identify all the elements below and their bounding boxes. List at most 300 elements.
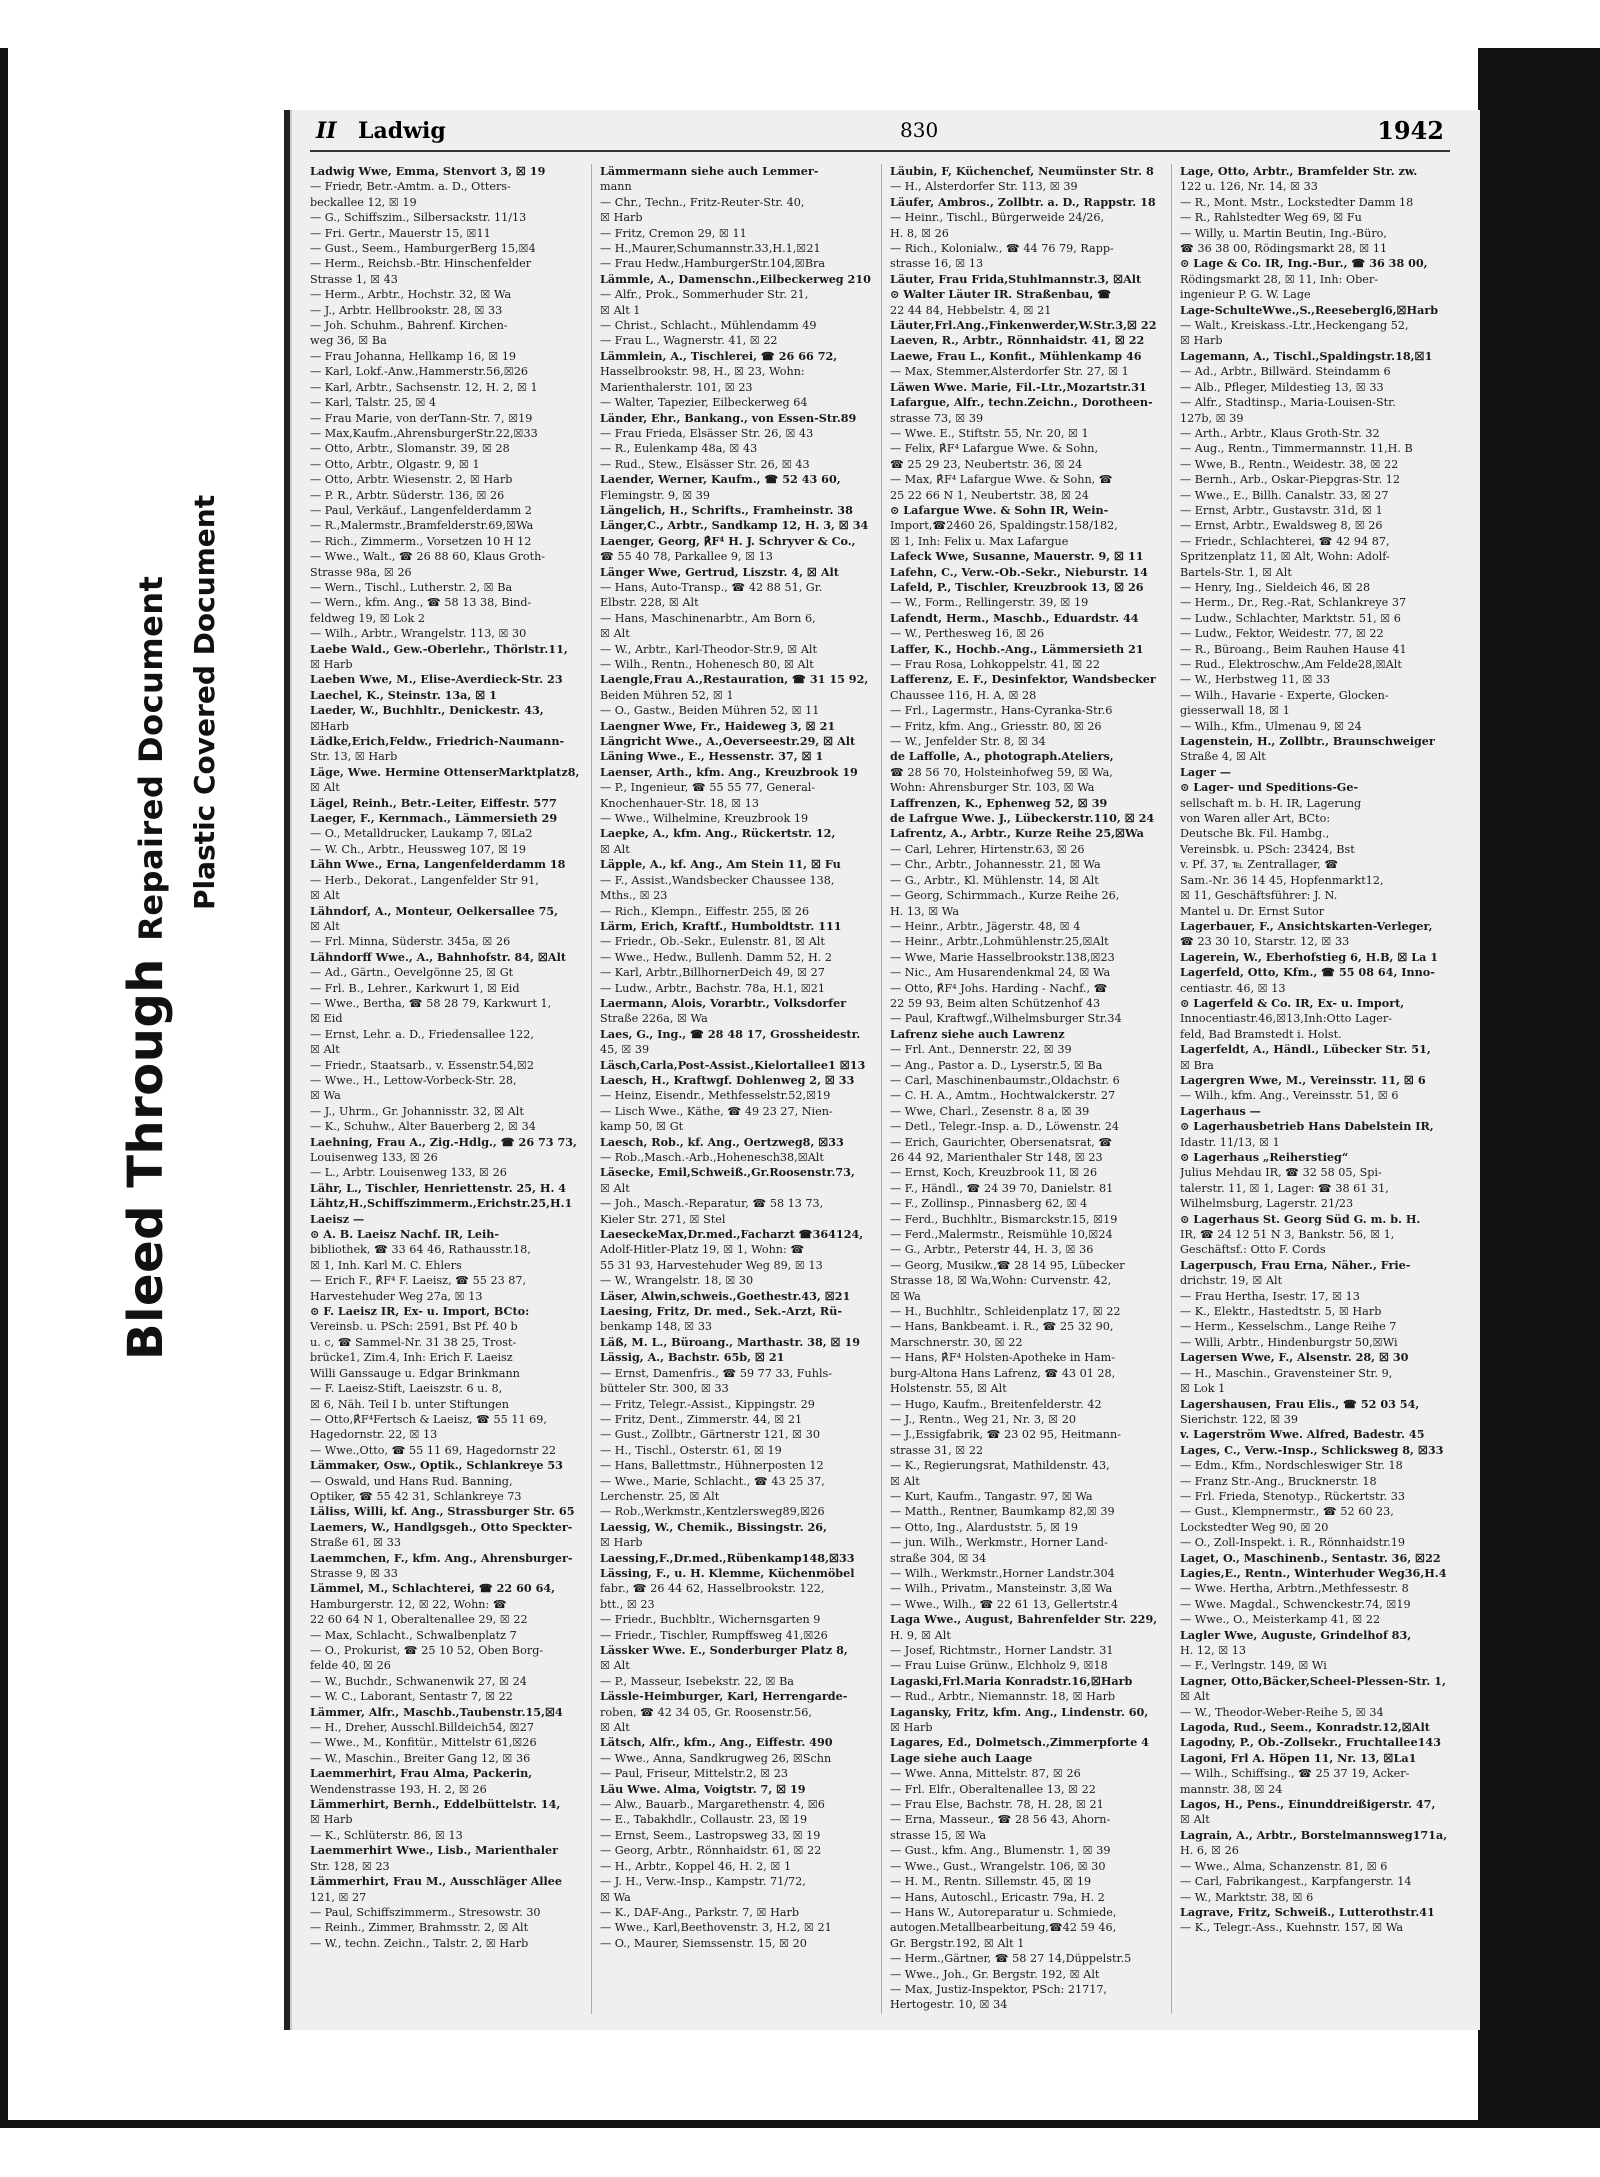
directory-entry: ☒ Alt: [600, 1659, 630, 1673]
directory-entry: — Rich., Zimmerm., Vorsetzen 10 H 12: [310, 534, 532, 548]
directory-entry: — Karl, Arbtr.,BillhornerDeich 49, ☒ 27: [600, 966, 825, 980]
directory-entry: ☎ 36 38 00, Rödingsmarkt 28, ☒ 11: [1180, 242, 1388, 256]
directory-entry: Hagedornstr. 22, ☒ 13: [310, 1428, 438, 1442]
directory-entry: strasse 16, ☒ 13: [890, 257, 984, 271]
directory-entry: Bartels-Str. 1, ☒ Alt: [1180, 565, 1292, 579]
directory-entry: — P. R., Arbtr. Süderstr. 136, ☒ 26: [310, 488, 505, 502]
directory-entry: — Max, ℟F⁴ Lafargue Wwe. & Sohn, ☎: [890, 473, 1113, 487]
directory-entry: — Chr., Arbtr., Johannesstr. 21, ☒ Wa: [890, 858, 1101, 872]
directory-entry: — W., Maschin., Breiter Gang 12, ☒ 36: [310, 1751, 531, 1765]
directory-entry: ☒ 11, Geschäftsführer: J. N.: [1180, 889, 1338, 903]
scan-black-border-right: [1478, 48, 1600, 2128]
directory-entry: Längelich, H., Schrifts., Framheinstr. 38: [600, 502, 853, 517]
directory-entry: Länder, Ehr., Bankang., von Essen-Str.89: [600, 410, 857, 425]
column-1: [310, 164, 582, 2014]
directory-entry: Hamburgerstr. 12, ☒ 22, Wohn: ☎: [310, 1597, 507, 1611]
directory-entry: Länger Wwe, Gertrud, Liszstr. 4, ☒ Alt: [600, 564, 839, 579]
directory-entry: felde 40, ☒ 26: [310, 1659, 391, 1673]
directory-entry: — Wwe., Marie, Schlacht., ☎ 43 25 37,: [600, 1474, 825, 1488]
directory-entry: — Otto, Arbtr. Wiesenstr. 2, ☒ Harb: [310, 473, 513, 487]
directory-entry: Wohn: Ahrensburger Str. 103, ☒ Wa: [890, 781, 1095, 795]
directory-entry: — Rud., Stew., Elsässer Str. 26, ☒ 43: [600, 457, 810, 471]
directory-entry: Läsch,Carla,Post-Assist.,Kielortallee1 ☒13: [600, 1057, 866, 1072]
directory-entry: — K., Telegr.-Ass., Kuehnstr. 157, ☒ Wa: [1180, 1921, 1404, 1935]
directory-entry: Laengner Wwe, Fr., Haideweg 3, ☒ 21: [600, 718, 836, 733]
directory-entry: kamp 50, ☒ Gt: [600, 1120, 684, 1134]
directory-entry: — Rob.,Werkmstr.,Kentzlersweg89,☒26: [600, 1505, 825, 1519]
directory-entry: ⊙ Lage & Co. IR, Ing.-Bur., ☎ 36 38 00,: [1180, 256, 1428, 271]
directory-entry: Lämmle, A., Damenschn.,Eilbeckerweg 210: [600, 271, 871, 286]
directory-entry: Adolf-Hitler-Platz 19, ☒ 1, Wohn: ☎: [600, 1243, 805, 1257]
directory-entry: Läubin, F, Küchenchef, Neumünster Str. 8: [890, 164, 1154, 178]
directory-entry: — H.,Maurer,Schumannstr.33,H.1,☒21: [600, 242, 821, 256]
directory-entry: Str. 128, ☒ 23: [310, 1859, 390, 1873]
directory-entry: Import,☎2460 26, Spaldingstr.158/182,: [890, 519, 1118, 533]
directory-entry: Läuter, Frau Frida,Stuhlmannstr.3, ☒Alt: [890, 271, 1142, 286]
directory-entry: Läge, Wwe. Hermine OttenserMarktplatz8,: [310, 764, 580, 779]
directory-entry: — Wwe., Bertha, ☎ 58 28 79, Karkwurt 1,: [310, 996, 552, 1010]
directory-entry: beckallee 12, ☒ 19: [310, 195, 417, 209]
directory-page: [284, 110, 1480, 2030]
directory-entry: H. 8, ☒ 26: [890, 226, 949, 240]
directory-entry: — J.,Essigfabrik, ☎ 23 02 95, Heitmann-: [890, 1428, 1121, 1442]
directory-entry: — R.,Malermstr.,Bramfelderstr.69,☒Wa: [310, 519, 534, 533]
directory-entry: — Herb., Dekorat., Langenfelder Str 91,: [310, 873, 539, 887]
directory-entry: — Josef, Richtmstr., Horner Landstr. 31: [890, 1644, 1114, 1657]
directory-entry: Läpple, A., kf. Ang., Am Stein 11, ☒ Fu: [600, 857, 841, 872]
directory-entry: — Wilh., Privatm., Mansteinstr. 3,☒ Wa: [890, 1582, 1113, 1596]
directory-entry: Läsecke, Emil,Schweiß.,Gr.Roosenstr.73,: [600, 1165, 855, 1180]
directory-entry: — Frl. Minna, Süderstr. 345a, ☒ 26: [310, 935, 511, 949]
directory-entry: — Wilh., Schiffsing., ☎ 25 37 19, Acker-: [1180, 1767, 1410, 1781]
directory-entry: burg-Altona Hans Lafrenz, ☎ 43 01 28,: [890, 1366, 1116, 1380]
directory-entry: — Ang., Pastor a. D., Lyserstr.5, ☒ Ba: [890, 1058, 1103, 1072]
directory-entry: — J., Rentn., Weg 21, Nr. 3, ☒ 20: [890, 1412, 1076, 1426]
directory-entry: — W., Perthesweg 16, ☒ 26: [890, 627, 1045, 641]
directory-entry: ⊙ A. B. Laeisz Nachf. IR, Leih-: [310, 1227, 499, 1242]
directory-entry: — Chr., Techn., Fritz-Reuter-Str. 40,: [600, 195, 805, 209]
directory-entry: — W., Herbstweg 11, ☒ 33: [1180, 673, 1331, 687]
directory-entry: 122 u. 126, Nr. 14, ☒ 33: [1180, 180, 1318, 194]
directory-entry: Straße 4, ☒ Alt: [1180, 750, 1266, 764]
section-number: II: [316, 118, 337, 144]
directory-entry: Lafferenz, E. F., Desinfektor, Wandsbecker: [890, 672, 1156, 687]
directory-entry: — Karl, Arbtr., Sachsenstr. 12, H. 2, ☒ 1: [310, 380, 538, 394]
directory-entry: — Arth., Arbtr., Klaus Groth-Str. 32: [1180, 426, 1380, 440]
directory-entry: Lagos, H., Pens., Einunddreißigerstr. 47,: [1180, 1797, 1436, 1812]
directory-entry: H. 6, ☒ 26: [1180, 1844, 1239, 1858]
directory-entry: Laewe, Frau L., Konfit., Mühlenkamp 46: [890, 348, 1142, 363]
directory-entry: — Paul, Verkäuf., Langenfelderdamm 2: [310, 503, 532, 517]
directory-entry: — Wilh., Werkmstr.,Horner Landstr.304: [890, 1566, 1115, 1580]
directory-entry: — Wwe., Hedw., Bullenh. Damm 52, H. 2: [600, 950, 833, 964]
directory-entry: — H. M., Rentn. Sillemstr. 45, ☒ 19: [890, 1875, 1092, 1889]
directory-entry: Laga Wwe., August, Bahrenfelder Str. 229,: [890, 1612, 1158, 1627]
directory-entry: — Paul, Kraftwgf.,Wilhelmsburger Str.34: [890, 1012, 1122, 1026]
directory-entry: — Wwe., Anna, Sandkrugweg 26, ☒Schn: [600, 1751, 832, 1765]
directory-entry: — F., Assist.,Wandsbecker Chaussee 138,: [600, 873, 835, 887]
directory-entry: — Alfr., Stadtinsp., Maria-Louisen-Str.: [1180, 396, 1396, 410]
directory-entry: — Hans, Maschinenarbtr., Am Born 6,: [600, 611, 816, 625]
directory-entry: Laessig, W., Chemik., Bissingstr. 26,: [600, 1519, 827, 1534]
directory-entry: — W., Buchdr., Schwanenwik 27, ☒ 24: [310, 1674, 527, 1688]
directory-entry: Spritzenplatz 11, ☒ Alt, Wohn: Adolf-: [1180, 550, 1390, 564]
directory-entry: Hertogestr. 10, ☒ 34: [890, 1998, 1008, 2012]
directory-entry: Lähr, L., Tischler, Henriettenstr. 25, H. 4: [310, 1180, 567, 1195]
directory-entry: Lässig, A., Bachstr. 65b, ☒ 21: [600, 1350, 785, 1365]
directory-entry: — Frl. Ant., Dennerstr. 22, ☒ 39: [890, 1043, 1072, 1057]
directory-entry: Lafeld, P., Tischler, Kreuzbrook 13, ☒ 26: [890, 579, 1144, 594]
directory-entry: Vereinsbk. u. PSch: 23424, Bst: [1180, 842, 1355, 856]
directory-entry: — Ernst, Damenfris., ☎ 59 77 33, Fuhls-: [600, 1366, 833, 1380]
directory-entry: — Frau Johanna, Hellkamp 16, ☒ 19: [310, 349, 517, 363]
directory-entry: — Ad., Arbtr., Billwärd. Steindamm 6: [1180, 365, 1391, 379]
directory-entry: Lafargue, Alfr., techn.Zeichn., Dorotheen-: [890, 395, 1153, 410]
directory-entry: ☒ Alt: [310, 781, 340, 795]
directory-entry: Lagenstein, H., Zollbtr., Braunschweiger: [1180, 734, 1435, 749]
directory-entry: — Edm., Kfm., Nordschleswiger Str. 18: [1180, 1459, 1403, 1473]
directory-entry: — Georg, Arbtr., Rönnhaidstr. 61, ☒ 22: [600, 1844, 822, 1858]
directory-entry: — Ludw., Schlachter, Marktstr. 51, ☒ 6: [1180, 611, 1401, 625]
directory-entry: mann: [600, 180, 632, 194]
scan-black-border-bottom: [0, 2120, 1600, 2128]
directory-entry: Lagerbauer, F., Ansichtskarten-Verleger,: [1180, 918, 1433, 933]
directory-entry: ☒ Alt 1: [600, 303, 641, 317]
directory-entry: — Max, Justiz-Inspektor, PSch: 21717,: [890, 1982, 1107, 1996]
directory-entry: de Laffolle, A., photograph.Ateliers,: [890, 749, 1114, 764]
directory-entry: — Wwe., Alma, Schanzenstr. 81, ☒ 6: [1180, 1859, 1388, 1873]
directory-entry: bibliothek, ☎ 33 64 46, Rathausstr.18,: [310, 1243, 531, 1257]
directory-entry: giesserwall 18, ☒ 1: [1180, 704, 1290, 718]
directory-entry: mannstr. 38, ☒ 24: [1180, 1782, 1283, 1796]
directory-entry: — Herm., Reichsb.-Btr. Hinschenfelder: [310, 257, 532, 271]
directory-entry: — Karl, Lokf.-Anw.,Hammerstr.56,☒26: [310, 365, 529, 379]
directory-entry: Vereinsb. u. PSch: 2591, Bst Pf. 40 b: [310, 1320, 518, 1334]
directory-entry: — H., Arbtr., Koppel 46, H. 2, ☒ 1: [600, 1859, 792, 1873]
directory-entry: — Ludw., Arbtr., Bachstr. 78a, H.1, ☒21: [600, 981, 825, 995]
directory-entry: Laget, O., Maschinenb., Sentastr. 36, ☒22: [1180, 1550, 1441, 1565]
directory-entry: — Aug., Rentn., Timmermannstr. 11,H. B: [1180, 442, 1413, 456]
directory-entry: Lafrentz, A., Arbtr., Kurze Reihe 25,☒Wa: [890, 826, 1144, 841]
directory-entry: Gr. Bergstr.192, ☒ Alt 1: [890, 1936, 1025, 1950]
directory-entry: — Rich., Kolonialw., ☎ 44 76 79, Rapp-: [890, 242, 1114, 256]
directory-entry: Lähtz,H.,Schiffszimmerm.,Erichstr.25,H.1: [310, 1196, 573, 1211]
directory-entry: — F., Zollinsp., Pinnasberg 62, ☒ 4: [890, 1197, 1088, 1211]
directory-entry: Ladwig Wwe, Emma, Stenvort 3, ☒ 19: [310, 164, 546, 178]
directory-entry: Optiker, ☎ 55 42 31, Schlankreye 73: [310, 1489, 522, 1503]
directory-entry: Deutsche Bk. Fil. Hambg.,: [1180, 827, 1330, 841]
directory-entry: — Fritz, Dent., Zimmerstr. 44, ☒ 21: [600, 1412, 803, 1426]
directory-entry: — H., Dreher, Ausschl.Billdeich54, ☒27: [310, 1721, 534, 1735]
directory-entry: Lagoda, Rud., Seem., Konradstr.12,☒Alt: [1180, 1720, 1430, 1735]
directory-entry: Lämmlein, A., Tischlerei, ☎ 26 66 72,: [600, 348, 838, 363]
directory-entry: — Wwe, Marie Hasselbrookstr.138,☒23: [890, 950, 1115, 964]
directory-entry: 26 44 92, Marienthaler Str 148, ☒ 23: [890, 1151, 1103, 1164]
directory-entry: Laender, Werner, Kaufm., ☎ 52 43 60,: [600, 472, 841, 487]
directory-entry: Laesing, Fritz, Dr. med., Sek.-Arzt, Rü-: [600, 1304, 842, 1319]
directory-entry: Geschäftsf.: Otto F. Cords: [1180, 1243, 1326, 1257]
directory-entry: — Friedr., Buchbltr., Wichernsgarten 9: [600, 1613, 821, 1627]
directory-entry: — Erna, Masseur., ☎ 28 56 43, Ahorn-: [890, 1813, 1111, 1827]
directory-entry: Straße 226a, ☒ Wa: [600, 1012, 708, 1026]
directory-entry: ☒ Alt: [890, 1474, 920, 1488]
directory-entry: Laengle,Frau A.,Restauration, ☎ 31 15 92,: [600, 672, 869, 687]
directory-entry: ⊙ Lafargue Wwe. & Sohn IR, Wein-: [890, 502, 1109, 517]
directory-entry: Lagler Wwe, Auguste, Grindelhof 83,: [1180, 1627, 1412, 1642]
directory-entry: IR, ☎ 24 12 51 N 3, Bankstr. 56, ☒ 1,: [1180, 1228, 1395, 1242]
directory-entry: — O., Maurer, Siemssenstr. 15, ☒ 20: [600, 1936, 807, 1950]
directory-entry: — Frl. B., Lehrer., Karkwurt 1, ☒ Eid: [310, 981, 520, 995]
directory-entry: — L., Arbtr. Louisenweg 133, ☒ 26: [310, 1166, 507, 1180]
directory-entry: 45, ☒ 39: [600, 1043, 650, 1057]
directory-entry: — H., Buchhltr., Schleidenplatz 17, ☒ 22: [890, 1305, 1121, 1319]
directory-entry: — Max, Stemmer,Alsterdorfer Str. 27, ☒ 1: [890, 365, 1129, 379]
directory-entry: — C. H. A., Amtm., Hochtwalckerstr. 27: [890, 1089, 1116, 1103]
directory-entry: — Wwe., H., Lettow-Vorbeck-Str. 28,: [310, 1073, 517, 1087]
column-3: [890, 164, 1162, 2014]
directory-entry: — Wilh., Kfm., Ulmenau 9, ☒ 24: [1180, 719, 1362, 733]
directory-entry: Lagerein, W., Eberhofstieg 6, H.B, ☒ La 1: [1180, 949, 1439, 964]
directory-entry: Laesch, H., Kraftwgf. Dohlenweg 2, ☒ 33: [600, 1072, 855, 1087]
directory-entry: ingenieur P. G. W. Lage: [1180, 288, 1311, 302]
directory-entry: — Fritz, kfm. Ang., Griesstr. 80, ☒ 26: [890, 719, 1102, 733]
directory-entry: — Hugo, Kaufm., Breitenfelderstr. 42: [890, 1397, 1102, 1411]
directory-entry: Laeger, F., Kernmach., Lämmersieth 29: [310, 811, 558, 826]
directory-entry: Lagergren Wwe, M., Vereinsstr. 11, ☒ 6: [1180, 1072, 1426, 1087]
directory-entry: — J., Arbtr. Hellbrookstr. 28, ☒ 33: [310, 303, 503, 317]
directory-entry: — Erich F., ℟F⁴ F. Laeisz, ☎ 55 23 87,: [310, 1274, 527, 1288]
directory-entry: Lähndorff Wwe., A., Bahnhofstr. 84, ☒Alt: [310, 949, 566, 964]
directory-entry: — G., Arbtr., Peterstr 44, H. 3, ☒ 36: [890, 1243, 1094, 1257]
directory-entry: Laesch, Rob., kf. Ang., Oertzweg8, ☒33: [600, 1134, 844, 1149]
directory-entry: — W., techn. Zeichn., Talstr. 2, ☒ Harb: [310, 1936, 529, 1950]
directory-entry: Sam.-Nr. 36 14 45, Hopfenmarkt12,: [1180, 873, 1384, 887]
column-2: [600, 164, 872, 2014]
directory-entry: — Lisch Wwe., Käthe, ☎ 49 23 27, Nien-: [600, 1104, 833, 1118]
directory-entry: roben, ☎ 42 34 05, Gr. Roosenstr.56,: [600, 1705, 812, 1719]
directory-entry: — Alfr., Prok., Sommerhuder Str. 21,: [600, 288, 809, 302]
directory-entry: — Ernst, Lehr. a. D., Friedensallee 122,: [310, 1027, 534, 1041]
directory-entry: Läu Wwe. Alma, Voigtstr. 7, ☒ 19: [600, 1781, 806, 1796]
directory-entry: — Frl. Frieda, Stenotyp., Rückertstr. 33: [1180, 1489, 1406, 1503]
directory-entry: — Rud., Arbtr., Niemannstr. 18, ☒ Harb: [890, 1690, 1116, 1704]
directory-entry: Marschnerstr. 30, ☒ 22: [890, 1335, 1023, 1349]
directory-entry: Lähn Wwe., Erna, Langenfelderdamm 18: [310, 857, 566, 872]
directory-entry: — Ferd.,Malermstr., Reismühle 10,☒24: [890, 1228, 1113, 1242]
directory-entry: Flemingstr. 9, ☒ 39: [600, 488, 711, 502]
directory-entry: — Wilh., Rentn., Hohenesch 80, ☒ Alt: [600, 658, 814, 671]
directory-entry: Laenser, Arth., kfm. Ang., Kreuzbrook 19: [600, 764, 858, 779]
directory-entry: — Reinh., Zimmer, Brahmsstr. 2, ☒ Alt: [310, 1921, 529, 1935]
page-header: [310, 114, 1450, 152]
directory-entry: — K., Schlüterstr. 86, ☒ 13: [310, 1828, 463, 1842]
directory-entry: Lagies,E., Rentn., Winterhuder Weg36,H.4: [1180, 1565, 1447, 1580]
directory-entry: Lagaski,Frl.Maria Konradstr.16,☒Harb: [890, 1673, 1133, 1688]
directory-entry: Lagersen Wwe, F., Alsenstr. 28, ☒ 30: [1180, 1350, 1409, 1365]
directory-entry: ⊙ Lagerfeld & Co. IR, Ex- u. Import,: [1180, 995, 1405, 1010]
directory-entry: ☒ Alt: [600, 1181, 630, 1195]
directory-entry: 22 59 93, Beim alten Schützenhof 43: [890, 996, 1101, 1010]
side-label: [118, 495, 221, 1360]
directory-entry: Lämmerhirt, Bernh., Eddelbüttelstr. 14,: [310, 1797, 561, 1812]
directory-entry: — Hans, ℟F⁴ Holsten-Apotheke in Ham-: [890, 1351, 1116, 1365]
directory-entry: Lässker Wwe. E., Sonderburger Platz 8,: [600, 1643, 848, 1657]
directory-entry: — Friedr., Ob.-Sekr., Eulenstr. 81, ☒ Alt: [600, 935, 825, 949]
directory-entry: — Gust., Klempnermstr., ☎ 52 60 23,: [1180, 1505, 1394, 1519]
scan-black-border-left: [0, 48, 8, 2123]
running-head-name: Ladwig: [358, 118, 446, 144]
directory-entry: — Friedr., Schlachterei, ☎ 42 94 87,: [1180, 534, 1390, 548]
directory-entry: — F., Händl., ☎ 24 39 70, Danielstr. 81: [890, 1181, 1114, 1195]
directory-entry: Lagrave, Fritz, Schweiß., Lutterothstr.41: [1180, 1904, 1435, 1919]
directory-entry: — Wwe. Anna, Mittelstr. 87, ☒ 26: [890, 1767, 1081, 1781]
directory-entry: autogen.Metallbearbeitung,☎42 59 46,: [890, 1921, 1117, 1935]
directory-entry: ☒ Harb: [890, 1721, 933, 1735]
directory-entry: — Wern., kfm. Ang., ☎ 58 13 38, Bind-: [310, 596, 532, 610]
directory-entry: — Franz Str.-Ang., Brucknerstr. 18: [1180, 1474, 1377, 1488]
directory-entry: Lämmermann siehe auch Lemmer-: [600, 164, 819, 178]
directory-entry: Strasse 18, ☒ Wa,Wohn: Curvenstr. 42,: [890, 1274, 1112, 1288]
directory-entry: — Herm., Dr., Reg.-Rat, Schlankreye 37: [1180, 596, 1407, 610]
directory-entry: — W. Ch., Arbtr., Heussweg 107, ☒ 19: [310, 842, 526, 856]
directory-entry: — Frau Marie, von derTann-Str. 7, ☒19: [310, 411, 533, 425]
directory-entry: — Fritz, Telegr.-Assist., Kippingstr. 29: [600, 1397, 815, 1411]
directory-entry: Lagrain, A., Arbtr., Borstelmannsweg171a,: [1180, 1827, 1448, 1842]
directory-entry: talerstr. 11, ☒ 1, Lager: ☎ 38 61 31,: [1180, 1181, 1389, 1195]
directory-entry: strasse 31, ☒ 22: [890, 1443, 984, 1457]
directory-entry: Rödingsmarkt 28, ☒ 11, Inh: Ober-: [1180, 272, 1378, 286]
directory-entry: Strasse 1, ☒ 43: [310, 272, 398, 286]
directory-entry: — J. H., Verw.-Insp., Kampstr. 71/72,: [600, 1875, 806, 1889]
directory-entry: v. Lagerström Wwe. Alfred, Badestr. 45: [1180, 1427, 1425, 1442]
directory-entry: Lafendt, Herm., Maschb., Eduardstr. 44: [890, 610, 1139, 625]
directory-entry: — Wwe. Magdal., Schwenckestr.74, ☒19: [1180, 1597, 1411, 1611]
directory-entry: Lafehn, C., Verw.-Ob.-Sekr., Nieburstr. 14: [890, 564, 1148, 579]
directory-entry: Innocentiastr.46,☒13,Inh:Otto Lager-: [1180, 1012, 1392, 1026]
directory-entry: de Lafrgue Wwe. J., Lübeckerstr.110, ☒ 24: [890, 811, 1155, 826]
directory-entry: ⊙ F. Laeisz IR, Ex- u. Import, BCto:: [310, 1304, 530, 1319]
directory-entry: 22 44 84, Hebbelstr. 4, ☒ 21: [890, 303, 1052, 317]
directory-entry: — Henry, Ing., Sieldeich 46, ☒ 28: [1180, 580, 1371, 594]
directory-entry: — Frau Hedw.,HamburgerStr.104,☒Bra: [600, 257, 826, 271]
directory-entry: ⊙ Lager- und Speditions-Ge-: [1180, 780, 1359, 795]
directory-entry: Lage, Otto, Arbtr., Bramfelder Str. zw.: [1180, 164, 1418, 178]
directory-entry: — Ernst, Arbtr., Gustavstr. 31d, ☒ 1: [1180, 503, 1383, 517]
directory-entry: — Wwe., Gust., Wrangelstr. 106, ☒ 30: [890, 1859, 1106, 1873]
directory-entry: — R., Mont. Mstr., Lockstedter Damm 18: [1180, 195, 1414, 209]
directory-entry: — Rud., Elektroschw.,Am Felde28,☒Alt: [1180, 658, 1402, 671]
directory-entry: ☒ Harb: [310, 1813, 353, 1827]
directory-entry: — Wwe, Charl., Zesenstr. 8 a, ☒ 39: [890, 1104, 1090, 1118]
directory-entry: 121, ☒ 27: [310, 1890, 367, 1904]
directory-entry: Laemers, W., Handlgsgeh., Otto Speckter-: [310, 1519, 573, 1534]
directory-entry: Lagemann, A., Tischl.,Spaldingstr.18,☒1: [1180, 348, 1433, 363]
directory-entry: — Paul, Schiffszimmerm., Stresowstr. 30: [310, 1905, 541, 1919]
directory-entry: — R., Rahlstedter Weg 69, ☒ Fu: [1180, 211, 1362, 225]
page-number: 830: [900, 118, 939, 142]
directory-entry: — K., Regierungsrat, Mathildenstr. 43,: [890, 1459, 1110, 1473]
directory-entry: — W., Form., Rellingerstr. 39, ☒ 19: [890, 596, 1089, 610]
directory-entry: — Wern., Tischl., Lutherstr. 2, ☒ Ba: [310, 580, 513, 594]
directory-entry: Laes, G., Ing., ☎ 28 48 17, Grossheidestr.: [600, 1026, 861, 1041]
directory-entry: — Otto, Ing., Alarduststr. 5, ☒ 19: [890, 1520, 1079, 1534]
directory-entry: — Walt., Kreiskass.-Ltr.,Heckengang 52,: [1180, 319, 1409, 333]
directory-entry: — Felix, ℟F⁴ Lafargue Wwe. & Sohn,: [890, 442, 1099, 456]
directory-entry: ☒ Alt: [310, 1043, 340, 1057]
directory-entry: H. 13, ☒ Wa: [890, 904, 959, 918]
directory-entry: H. 12, ☒ 13: [1180, 1644, 1247, 1657]
directory-entry: — Max,Kaufm.,AhrensburgerStr.22,☒33: [310, 426, 538, 440]
directory-entry: Laepke, A., kfm. Ang., Rückertstr. 12,: [600, 826, 836, 841]
directory-entry: Läliss, Willi, kf. Ang., Strassburger Str. 65: [310, 1504, 575, 1519]
directory-entry: — O., Gastw., Beiden Mühren 52, ☒ 11: [600, 704, 820, 718]
directory-entry: — Paul, Friseur, Mittelstr.2, ☒ 23: [600, 1767, 789, 1781]
directory-entry: — W. C., Laborant, Sentastr 7, ☒ 22: [310, 1690, 513, 1704]
directory-entry: Lämmerhirt, Frau M., Ausschläger Allee: [310, 1874, 563, 1889]
directory-entry: — J., Uhrm., Gr. Johannisstr. 32, ☒ Alt: [310, 1104, 524, 1118]
directory-entry: — Gust., Zollbtr., Gärtnerstr 121, ☒ 30: [600, 1428, 820, 1442]
directory-entry: — Wwe., O., Meisterkamp 41, ☒ 22: [1180, 1613, 1381, 1627]
directory-entry: — Friedr., Staatsarb., v. Essenstr.54,☒2: [310, 1058, 535, 1072]
directory-entry: Lagoni, Frl A. Höpen 11, Nr. 13, ☒La1: [1180, 1750, 1417, 1765]
directory-entry: feld, Bad Bramstedt i. Holst.: [1180, 1027, 1342, 1041]
directory-entry: LaeseckeMax,Dr.med.,Facharzt ☎364124,: [600, 1227, 864, 1242]
directory-entry: ☎ 28 56 70, Holsteinhofweg 59, ☒ Wa,: [890, 765, 1113, 779]
directory-entry: — Herm., Kesselschm., Lange Reihe 7: [1180, 1320, 1397, 1334]
directory-entry: — O., Zoll-Inspekt. i. R., Rönnhaidstr.19: [1180, 1536, 1406, 1550]
directory-entry: Lätsch, Alfr., kfm., Ang., Eiffestr. 490: [600, 1735, 833, 1750]
directory-entry: — H., Maschin., Gravensteiner Str. 9,: [1180, 1366, 1393, 1380]
directory-entry: weg 36, ☒ Ba: [310, 334, 387, 348]
directory-entry: ☒ Harb: [600, 1536, 643, 1550]
directory-entry: Laessing,F.,Dr.med.,Rübenkamp148,☒33: [600, 1550, 855, 1565]
directory-entry: Marienthalerstr. 101, ☒ 23: [600, 380, 753, 394]
directory-entry: — Carl, Fabrikangest., Karpfangerstr. 14: [1180, 1875, 1412, 1889]
directory-entry: — Walter, Tapezier, Eilbeckerweg 64: [600, 396, 808, 410]
directory-entry: — Frau Rosa, Lohkoppelstr. 41, ☒ 22: [890, 658, 1101, 671]
directory-entry: Laeben Wwe, M., Elise-Averdieck-Str. 23: [310, 672, 563, 687]
directory-entry: — Hans, Autoschl., Ericastr. 79a, H. 2: [890, 1890, 1105, 1904]
directory-entry: — Frau Hertha, Isestr. 17, ☒ 13: [1180, 1289, 1360, 1303]
directory-entry: H. 9, ☒ Alt: [890, 1628, 951, 1642]
directory-entry: — Ernst, Seem., Lastropsweg 33, ☒ 19: [600, 1828, 821, 1842]
directory-entry: ☒ Bra: [1180, 1058, 1214, 1072]
directory-entry: — jun. Wilh., Werkmstr., Horner Land-: [890, 1536, 1108, 1550]
directory-entry: — Frau Else, Bachstr. 78, H. 28, ☒ 21: [890, 1798, 1104, 1812]
directory-entry: Lagerfeld, Otto, Kfm., ☎ 55 08 64, Inno-: [1180, 965, 1435, 980]
directory-entry: — H., Tischl., Osterstr. 61, ☒ 19: [600, 1443, 782, 1457]
directory-entry: — Joh., Masch.-Reparatur, ☎ 58 13 73,: [600, 1197, 824, 1211]
directory-entry: brücke1, Zim.4, Inh: Erich F. Laeisz: [310, 1351, 513, 1365]
directory-entry: Lagares, Ed., Dolmetsch.,Zimmerpforte 4: [890, 1735, 1149, 1750]
directory-entry: centiastr. 46, ☒ 13: [1180, 981, 1286, 995]
directory-entry: fabr., ☎ 26 44 62, Hasselbrookstr. 122,: [600, 1582, 825, 1596]
directory-entry: — Herm., Arbtr., Hochstr. 32, ☒ Wa: [310, 288, 512, 302]
directory-entry: Chaussee 116, H. A, ☒ 28: [890, 688, 1037, 702]
year: 1942: [1377, 116, 1444, 145]
directory-entry: ⊙ Lagerhaus St. Georg Süd G. m. b. H.: [1180, 1211, 1421, 1226]
directory-entry: Lämmer, Alfr., Maschb.,Taubenstr.15,☒4: [310, 1704, 563, 1719]
directory-entry: ☒ Alt: [600, 627, 630, 641]
directory-entry: — O., Metalldrucker, Laukamp 7, ☒La2: [310, 827, 533, 841]
directory-entry: — K., Elektr., Hastedtstr. 5, ☒ Harb: [1180, 1305, 1382, 1319]
directory-entry: ⊙ Lagerhaus „Reiherstieg“: [1180, 1150, 1349, 1164]
directory-entry: — Heinr., Arbtr., Jägerstr. 48, ☒ 4: [890, 919, 1081, 933]
directory-entry: bütteler Str. 300, ☒ 33: [600, 1382, 729, 1396]
directory-entry: Läuter,Frl.Ang.,Finkenwerder,W.Str.3,☒ 22: [890, 318, 1157, 333]
directory-entry: Lockstedter Weg 90, ☒ 20: [1180, 1520, 1329, 1534]
directory-entry: — Friedr., Tischler, Rumpffsweg 41,☒26: [600, 1628, 828, 1642]
